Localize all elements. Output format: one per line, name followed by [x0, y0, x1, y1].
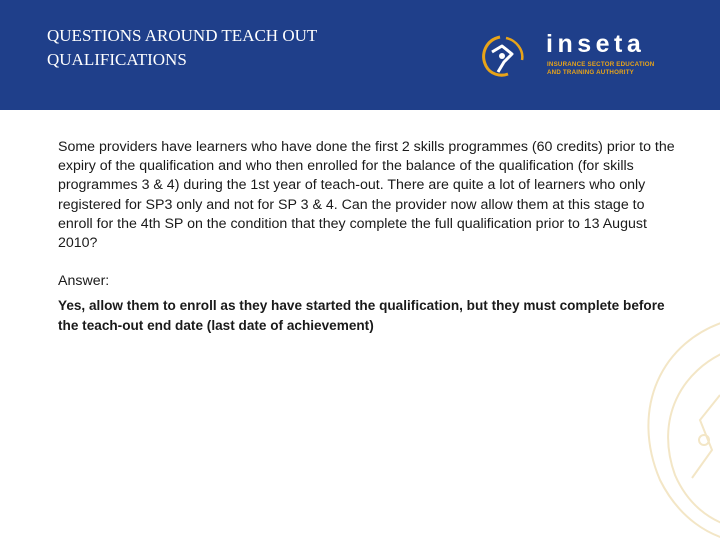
- inseta-wordmark: inseta: [546, 30, 646, 58]
- inseta-logo-icon: [478, 32, 528, 78]
- answer-text: Yes, allow them to enroll as they have started the qualification, but they must complete before the teach-out end date (last date of achievement): [58, 298, 665, 333]
- inseta-tagline: INSURANCE SECTOR EDUCATION AND TRAINING AUTHORITY: [547, 61, 655, 76]
- question-text: Some providers have learners who have done the first 2 skills programmes (60 credits) prior to the expiry of the qualification and who then enrolled for the balance of the qualification (for skills programmes 3 & 4) during the 1st year of teach-out. There are quite a lot of learners who only registered for SP3 only and not for SP 3 & 4. Can the provider now allow them at this stage to enroll for the 4th SP on the condition that they complete the full qualification prior to 13 August 2010?: [58, 139, 675, 252]
- header-banner: [0, 0, 720, 110]
- answer-label: Answer:: [58, 273, 110, 289]
- slide-title: QUESTIONS AROUND TEACH OUT QUALIFICATIONS: [47, 26, 318, 69]
- background-swirl-decoration: [600, 300, 720, 540]
